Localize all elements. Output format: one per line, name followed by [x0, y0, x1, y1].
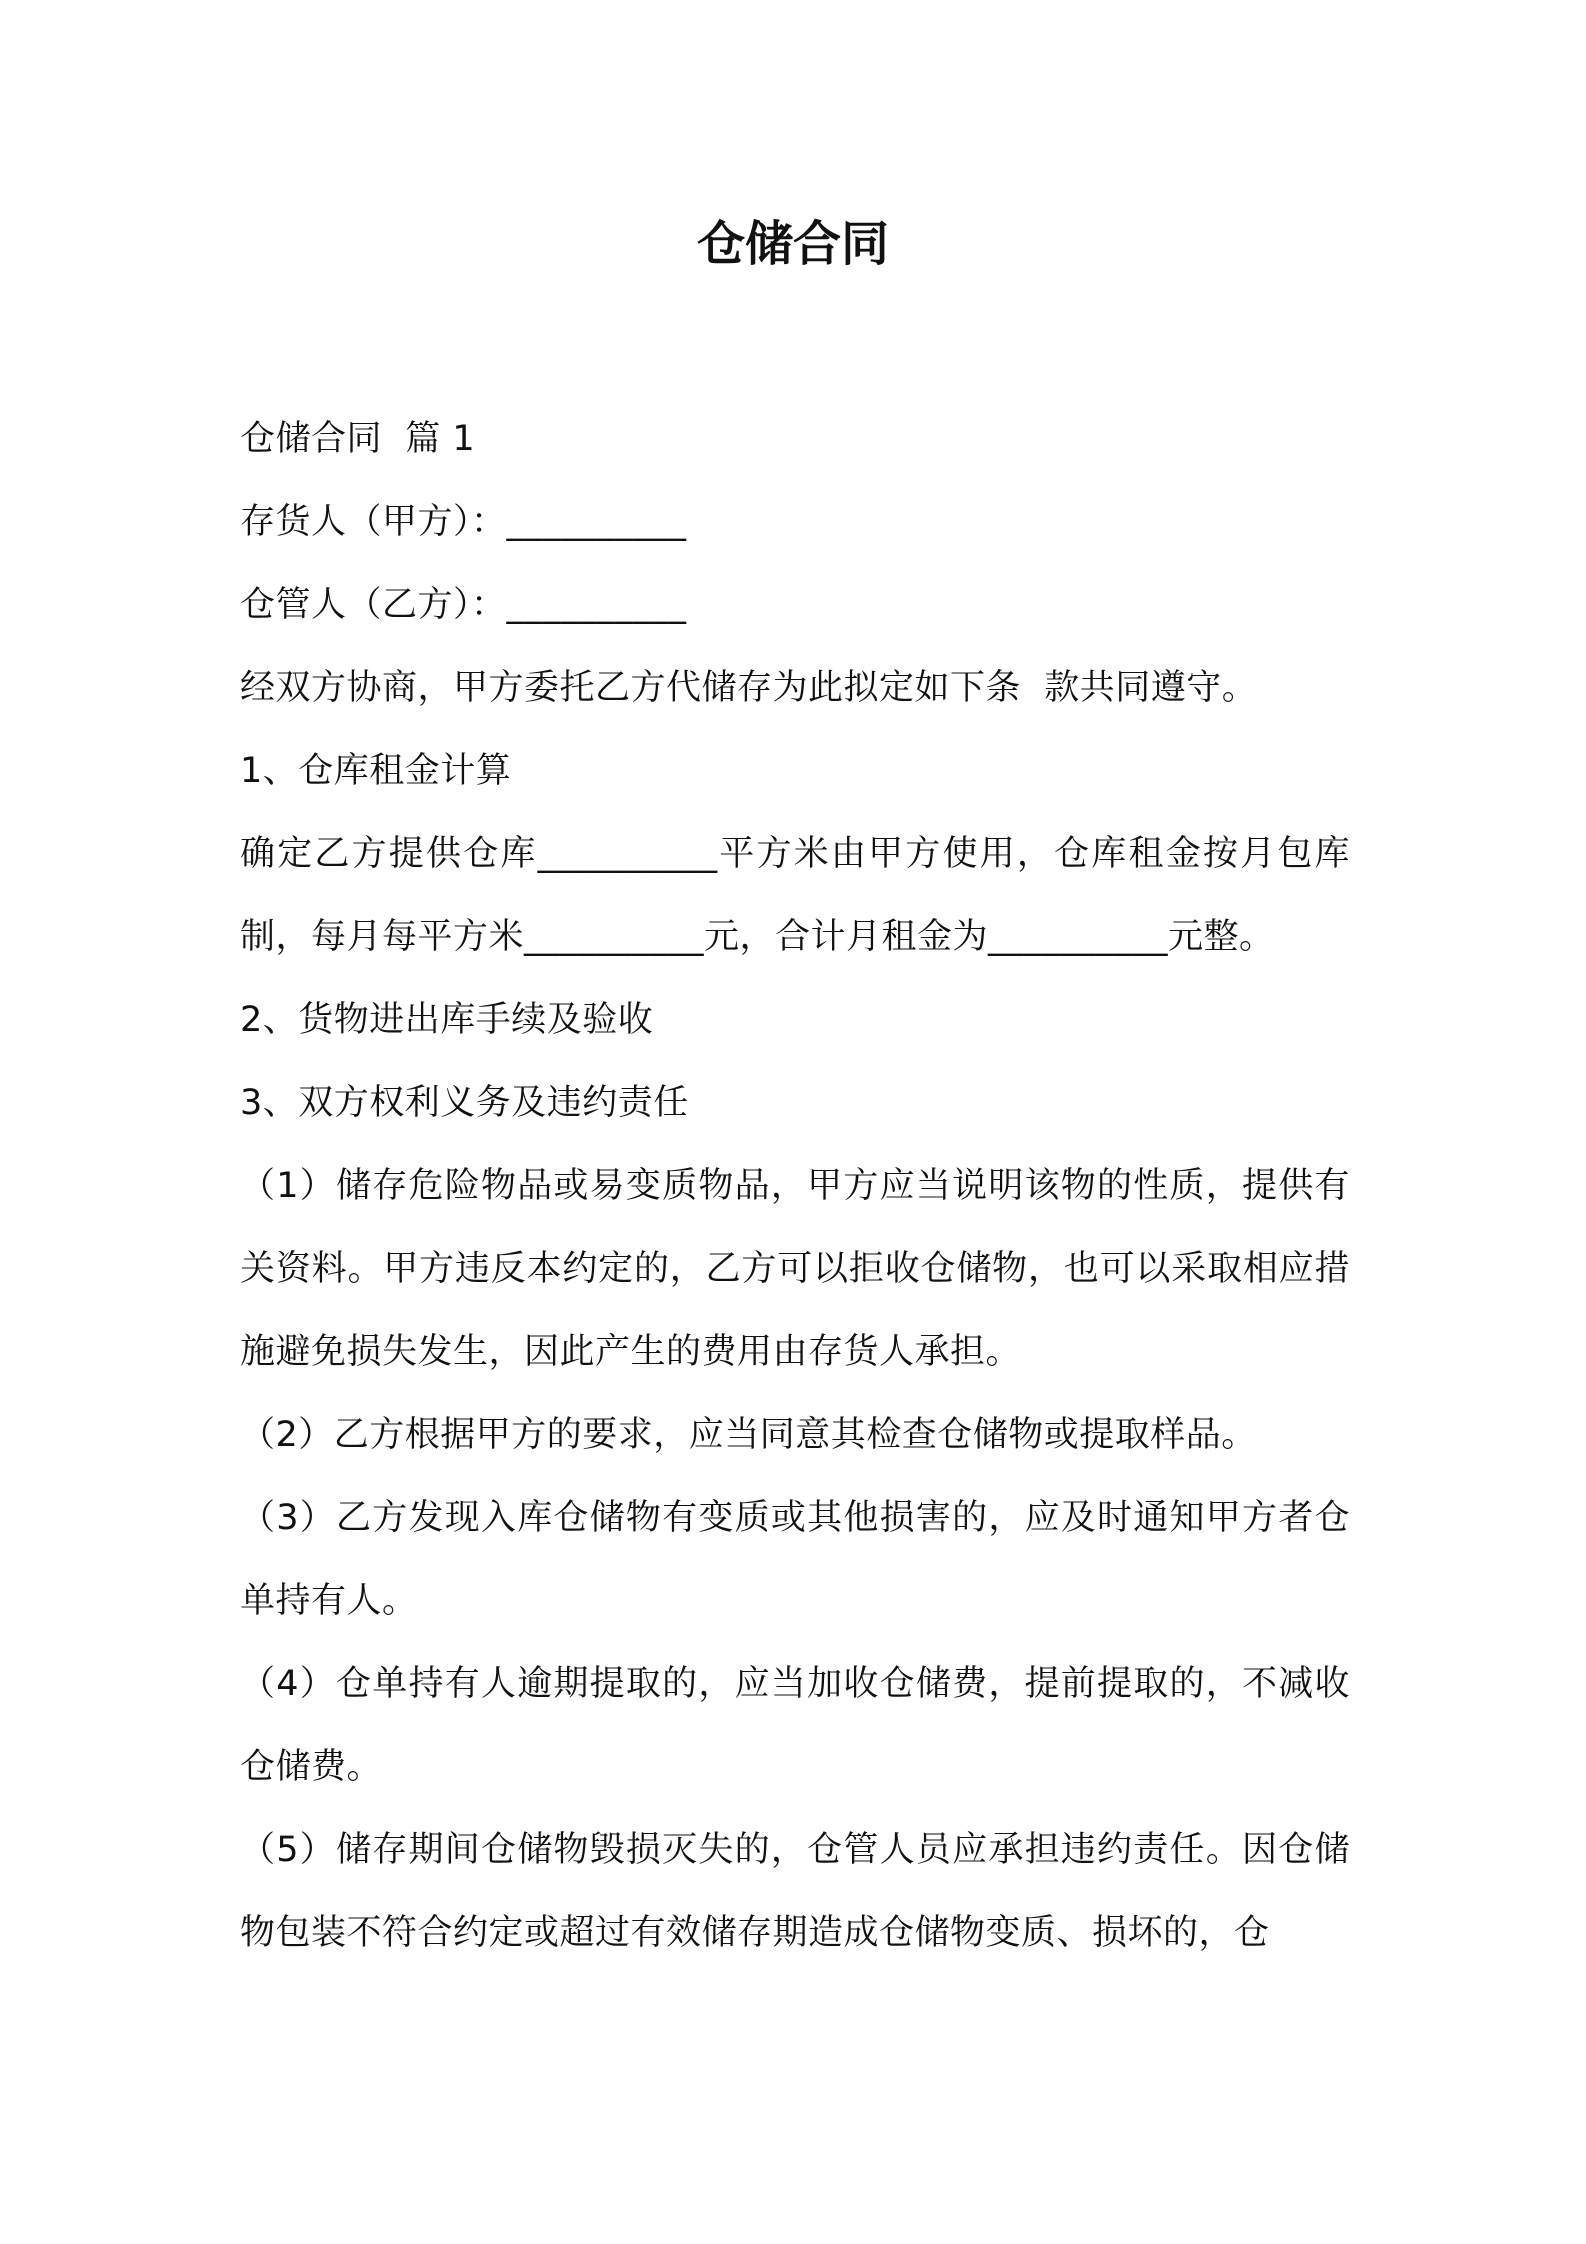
clause-3-item-3: （3）乙方发现入库仓储物有变质或其他损害的，应及时通知甲方者仓单持有人。 [240, 1498, 1350, 1621]
clause-3-item-4: （4）仓单持有人逾期提取的，应当加收仓储费，提前提取的，不减收仓储费。 [240, 1664, 1350, 1787]
clause-3-item-2: （2）乙方根据甲方的要求，应当同意其检查仓储物或提取样品。 [240, 1415, 1257, 1455]
clause-3-item-1: （1）储存危险物品或易变质物品，甲方应当说明该物的性质，提供有关资料。甲方违反本约定的，乙方可以拒收仓储物，也可以采取相应措施避免损失发生，因此产生的费用由存货人承担。 [240, 1166, 1350, 1372]
document-body [240, 398, 1350, 1975]
section-heading: 仓储合同 篇 1 [240, 419, 476, 459]
clause-1-heading: 1、仓库租金计算 [240, 751, 512, 791]
depositor-line: 存货人（甲方）：__________ [240, 502, 687, 542]
warehouse-keeper-line: 仓管人（乙方）：__________ [240, 585, 687, 625]
clause-1-body: 确定乙方提供仓库__________平方米由甲方使用，仓库租金按月包库制，每月每平方米__________元，合计月租金为__________元整。 [240, 834, 1350, 957]
clause-2-heading: 2、货物进出库手续及验收 [240, 1000, 654, 1040]
preamble-paragraph: 经双方协商，甲方委托乙方代储存为此拟定如下条 款共同遵守。 [240, 668, 1258, 708]
document-title: 仓储合同 [696, 216, 889, 272]
clause-3-item-5: （5）储存期间仓储物毁损灭失的，仓管人员应承担违约责任。因仓储物包装不符合约定或超过有效储存期造成仓储物变质、损坏的，仓 [240, 1830, 1350, 1953]
clause-3-heading: 3、双方权利义务及违约责任 [240, 1083, 689, 1123]
